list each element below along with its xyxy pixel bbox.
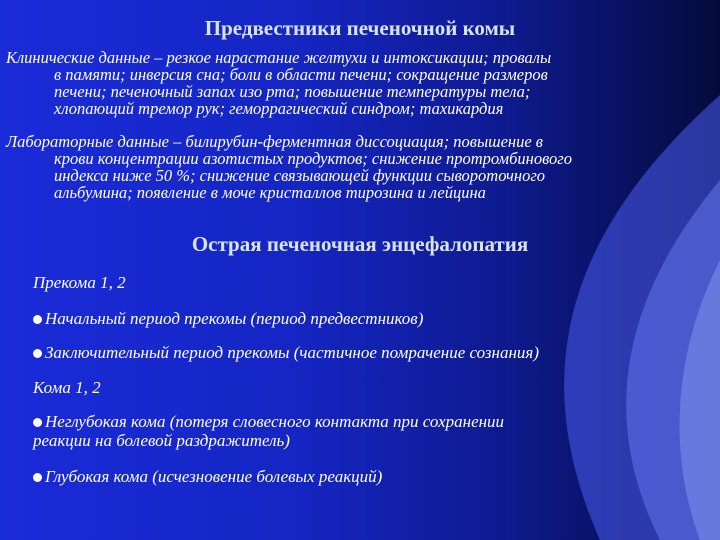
lab-line: индекса ниже 50 %; снижение связывающей функции сывороточного (54, 166, 546, 185)
clinical-line: Клинические данные – резкое нарастание желтухи и интоксикации; провалы (6, 48, 552, 67)
clinical-data-paragraph (6, 49, 706, 117)
bullet-icon (33, 315, 42, 324)
clinical-line: печени; печеночный запах изо рта; повышение температуры тела; (54, 82, 531, 101)
bullet-icon (33, 349, 42, 358)
precoma-heading: Прекома 1, 2 (33, 273, 126, 292)
list-item (33, 412, 504, 432)
lab-line: Лабораторные данные – билирубин-ферментная диссоциация; повышение в (6, 132, 543, 151)
lab-line: крови концентрации азотистых продуктов; снижение протромбинового (54, 149, 572, 168)
slide-title: Предвестники печеночной комы (204, 16, 516, 40)
coma-heading: Кома 1, 2 (33, 378, 101, 397)
precoma-item-text: Заключительный период прекомы (частичное помрачение сознания) (45, 343, 539, 362)
list-item (33, 343, 539, 363)
bullet-icon (33, 473, 42, 482)
section-subtitle: Острая печеночная энцефалопатия (191, 232, 529, 256)
list-item (33, 309, 423, 329)
coma-item-text: Неглубокая кома (потеря словесного контакта при сохранении (45, 412, 505, 431)
list-item (33, 467, 382, 487)
coma-item-continuation: реакции на болевой раздражитель) (33, 431, 290, 450)
clinical-line: в памяти; инверсия сна; боли в области печени; сокращение размеров (54, 65, 548, 84)
precoma-item-text: Начальный период прекомы (период предвестников) (45, 309, 424, 328)
clinical-line: хлопающий тремор рук; геморрагический синдром; тахикардия (54, 99, 504, 118)
coma-item-text: Глубокая кома (исчезновение болевых реакций) (45, 467, 383, 486)
lab-line: альбумина; появление в моче кристаллов тирозина и лейцина (54, 183, 486, 202)
lab-data-paragraph (6, 133, 706, 201)
bullet-icon (33, 418, 42, 427)
